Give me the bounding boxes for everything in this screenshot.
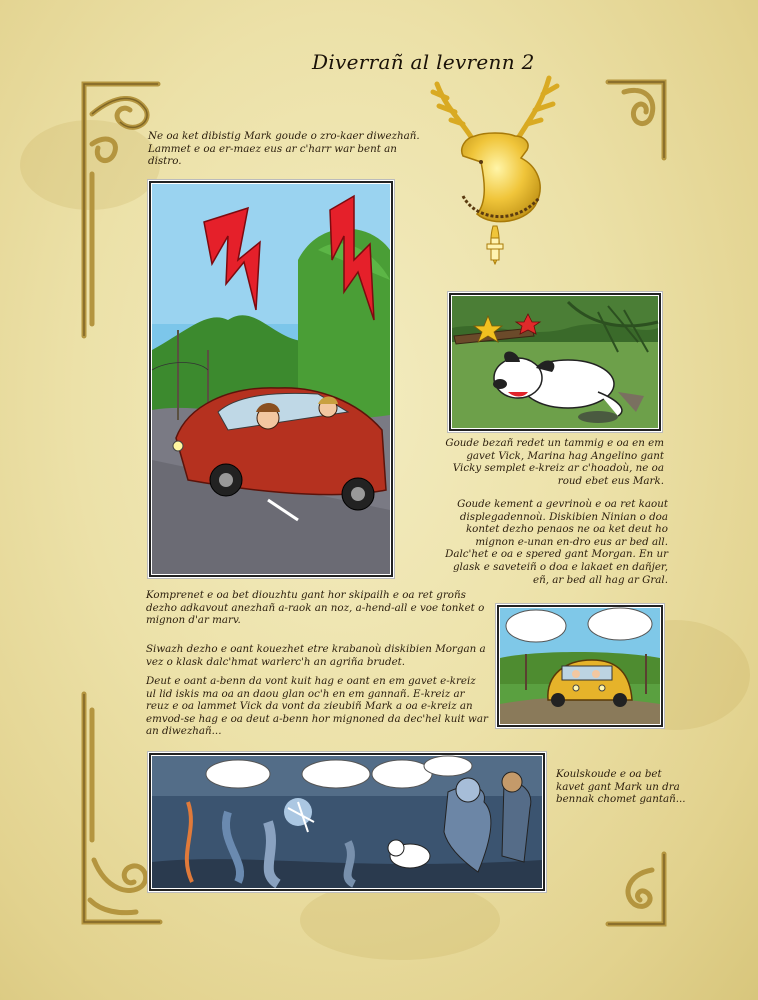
story-paragraph: Goude kement a gevrinoù e oa ret kaout displegadennoù. Diskibien Ninian o doa kontet dezho penaos ne oa ket deut ho mignon e-unan en-dro eus ar bed all. Dalc'het e oa e spered gant Morgan. En ur glask e saveteiñ o doa e lakaet en dañjer, eñ, ar bed all hag ar Gral. — [445, 498, 668, 586]
comic-panel-yellow-car — [496, 604, 664, 728]
story-paragraph: Goude bezañ redet un tammig e oa en em gavet Vick, Marina hag Angelino gant Vicky semplet e-kreiz ar c'hoadoù, ne oa roud ebet eus Mark. — [445, 437, 664, 487]
page-title: Diverrañ al levrenn 2 — [312, 50, 535, 74]
intro-paragraph: Ne oa ket dibistig Mark goude o zro-kaer diwezhañ. Lammet e oa er-maez eus ar c'harr war bent an distro. — [148, 130, 420, 168]
comic-panel-car-escape — [148, 180, 394, 578]
celtic-knot-corner-icon — [604, 74, 672, 164]
comic-panel-night-escape — [148, 752, 546, 892]
closing-paragraph: Koulskoude e oa bet kavet gant Mark un dra bennak chomet gantañ... — [556, 768, 686, 806]
story-paragraph: Deut e oant a-benn da vont kuit hag e oant en em gavet e-kreiz ul lid iskis ma oa an daou glan oc'h en em gannañ. E-kreiz ar reuz e oa lammet Vick da vont da zieubiñ Mark a oa e-kreiz an emvod-se hag e oa deut a-benn hor mignoned da dec'hel kuit war an diwezhañ... — [146, 675, 488, 738]
comic-panel-sleeping-dog — [448, 292, 662, 432]
stag-head-pendant-icon — [425, 70, 565, 280]
story-paragraph: Siwazh dezho e oant kouezhet etre krabanoù diskibien Morgan a vez o klask dalc'hmat warlerc'h an agriña brudet. — [146, 643, 486, 668]
story-paragraph: Komprenet e oa bet diouzhtu gant hor skipailh e oa ret groñs dezho adkavout anezhañ a-raok an noz, a-hend-all e voe tonket o mignon d'ar marv. — [146, 589, 485, 627]
parchment-stain — [300, 880, 500, 960]
celtic-knot-corner-icon — [604, 850, 672, 932]
